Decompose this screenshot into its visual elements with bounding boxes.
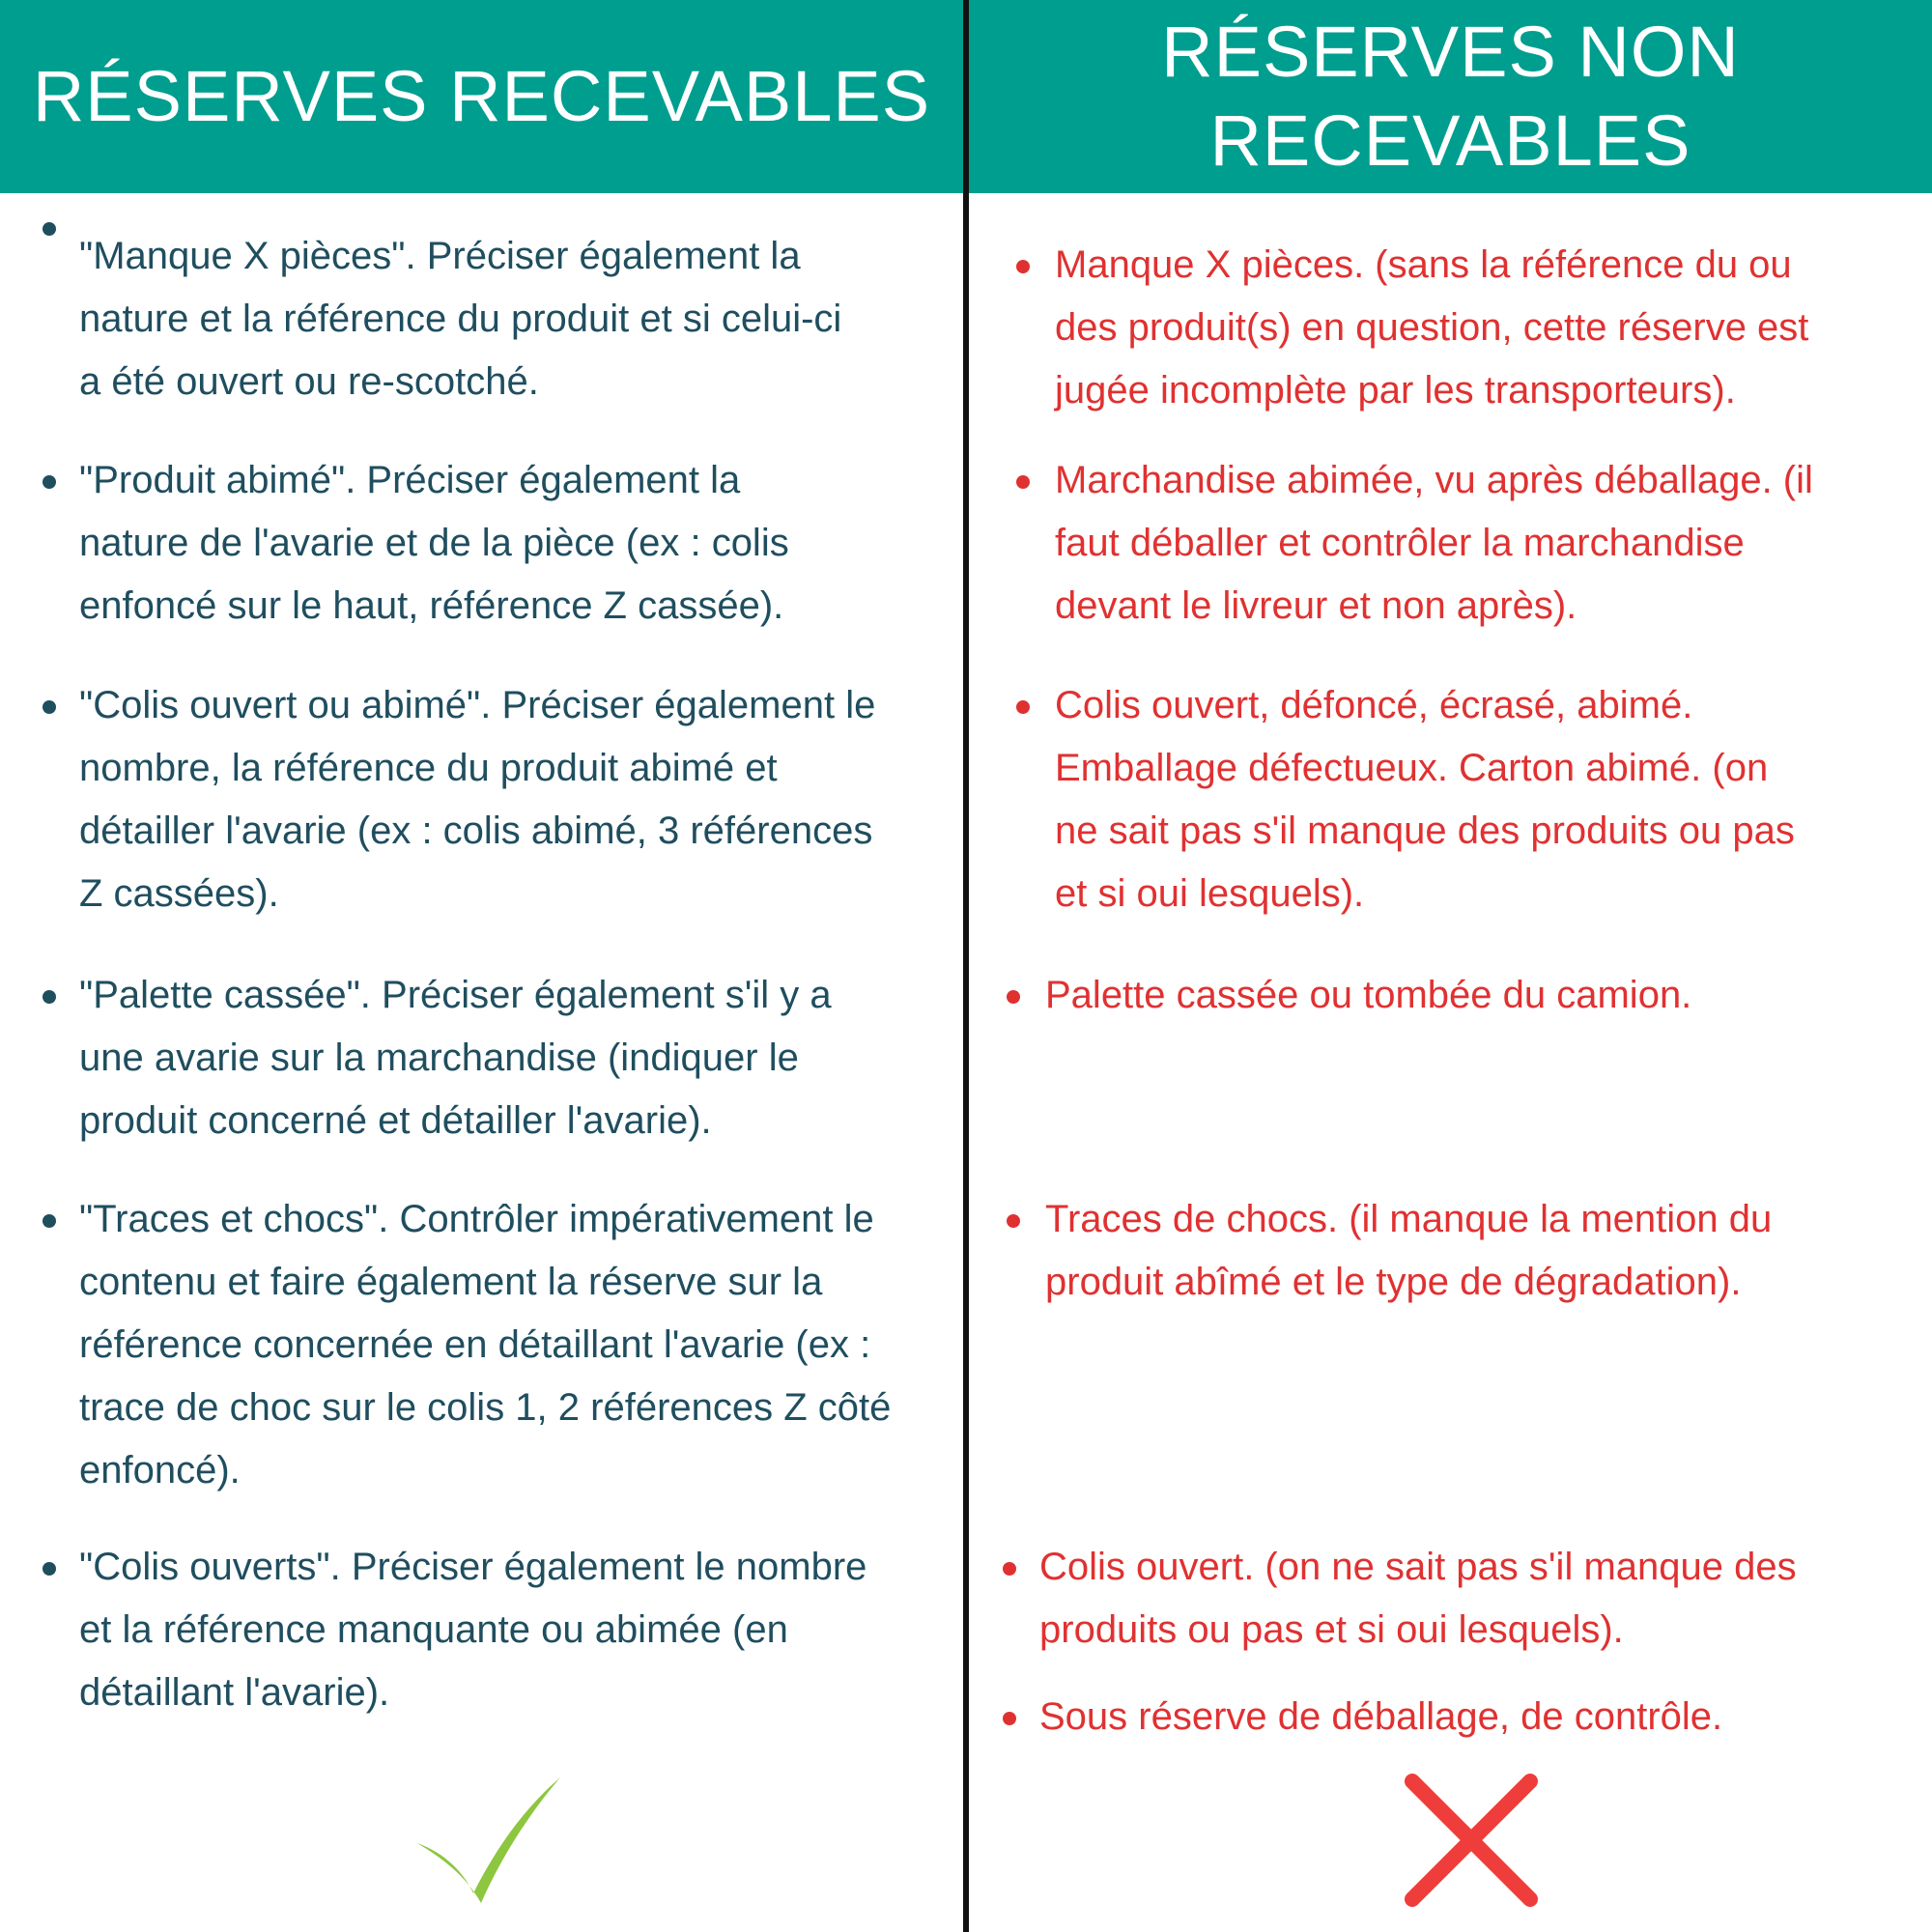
bullet-point <box>1007 990 1020 1004</box>
title-non-recevables-line1: RÉSERVES NON <box>1161 12 1740 92</box>
list-item: "Produit abimé". Préciser également la nature de l'avarie et de la pièce (ex : colis enfoncé sur le haut, référence Z cassée). <box>79 459 789 627</box>
list-item: Marchandise abimée, vu après déballage. (il faut déballer et contrôler la marchandise devant le livreur et non après). <box>1055 459 1813 627</box>
cross-icon <box>1399 1768 1544 1913</box>
list-item: "Colis ouverts". Préciser également le nombre et la référence manquante ou abimée (en détaillant l'avarie). <box>79 1546 867 1714</box>
list-item: "Colis ouvert ou abimé". Préciser également le nombre, la référence du produit abimé et détailler l'avarie (ex : colis abimé, 3 références Z cassées). <box>79 684 876 915</box>
title-recevables: RÉSERVES RECEVABLES <box>32 56 931 136</box>
list-item: Traces de chocs. (il manque la mention du produit abîmé et le type de dégradation). <box>1045 1198 1773 1303</box>
checkmark-icon <box>406 1768 570 1913</box>
bullet-point <box>1016 700 1030 714</box>
bullet-point <box>1016 260 1030 273</box>
bullet-point <box>1016 475 1030 489</box>
list-item: Colis ouvert. (on ne sait pas s'il manque des produits ou pas et si oui lesquels). <box>1039 1546 1797 1651</box>
list-item: Colis ouvert, défoncé, écrasé, abimé. Emballage défectueux. Carton abimé. (on ne sait pas s'il manque des produits ou pas et si oui lesquels). <box>1055 684 1795 915</box>
bullet-point <box>1003 1712 1016 1725</box>
bullet-point <box>1007 1214 1020 1228</box>
list-item: Sous réserve de déballage, de contrôle. <box>1039 1695 1723 1738</box>
list-item: Manque X pièces. (sans la référence du ou des produit(s) en question, cette réserve est jugée incomplète par les transporteurs). <box>1055 243 1809 412</box>
bullet-point <box>1003 1562 1016 1576</box>
list-item: Palette cassée ou tombée du camion. <box>1045 974 1692 1016</box>
list-item: "Palette cassée". Préciser également s'il y a une avarie sur la marchandise (indiquer le produit concerné et détailler l'avarie). <box>79 974 832 1142</box>
title-non-recevables-line2: RECEVABLES <box>1209 100 1691 181</box>
list-item: "Traces et chocs". Contrôler impérativement le contenu et faire également la réserve sur la référence concernée en détaillant l'avarie (ex : trace de choc sur le colis 1, 2 références Z côté enfoncé). <box>79 1198 892 1492</box>
list-item: "Manque X pièces". Préciser également la nature et la référence du produit et si celui-ci a été ouvert ou re-scotché. <box>79 235 842 403</box>
